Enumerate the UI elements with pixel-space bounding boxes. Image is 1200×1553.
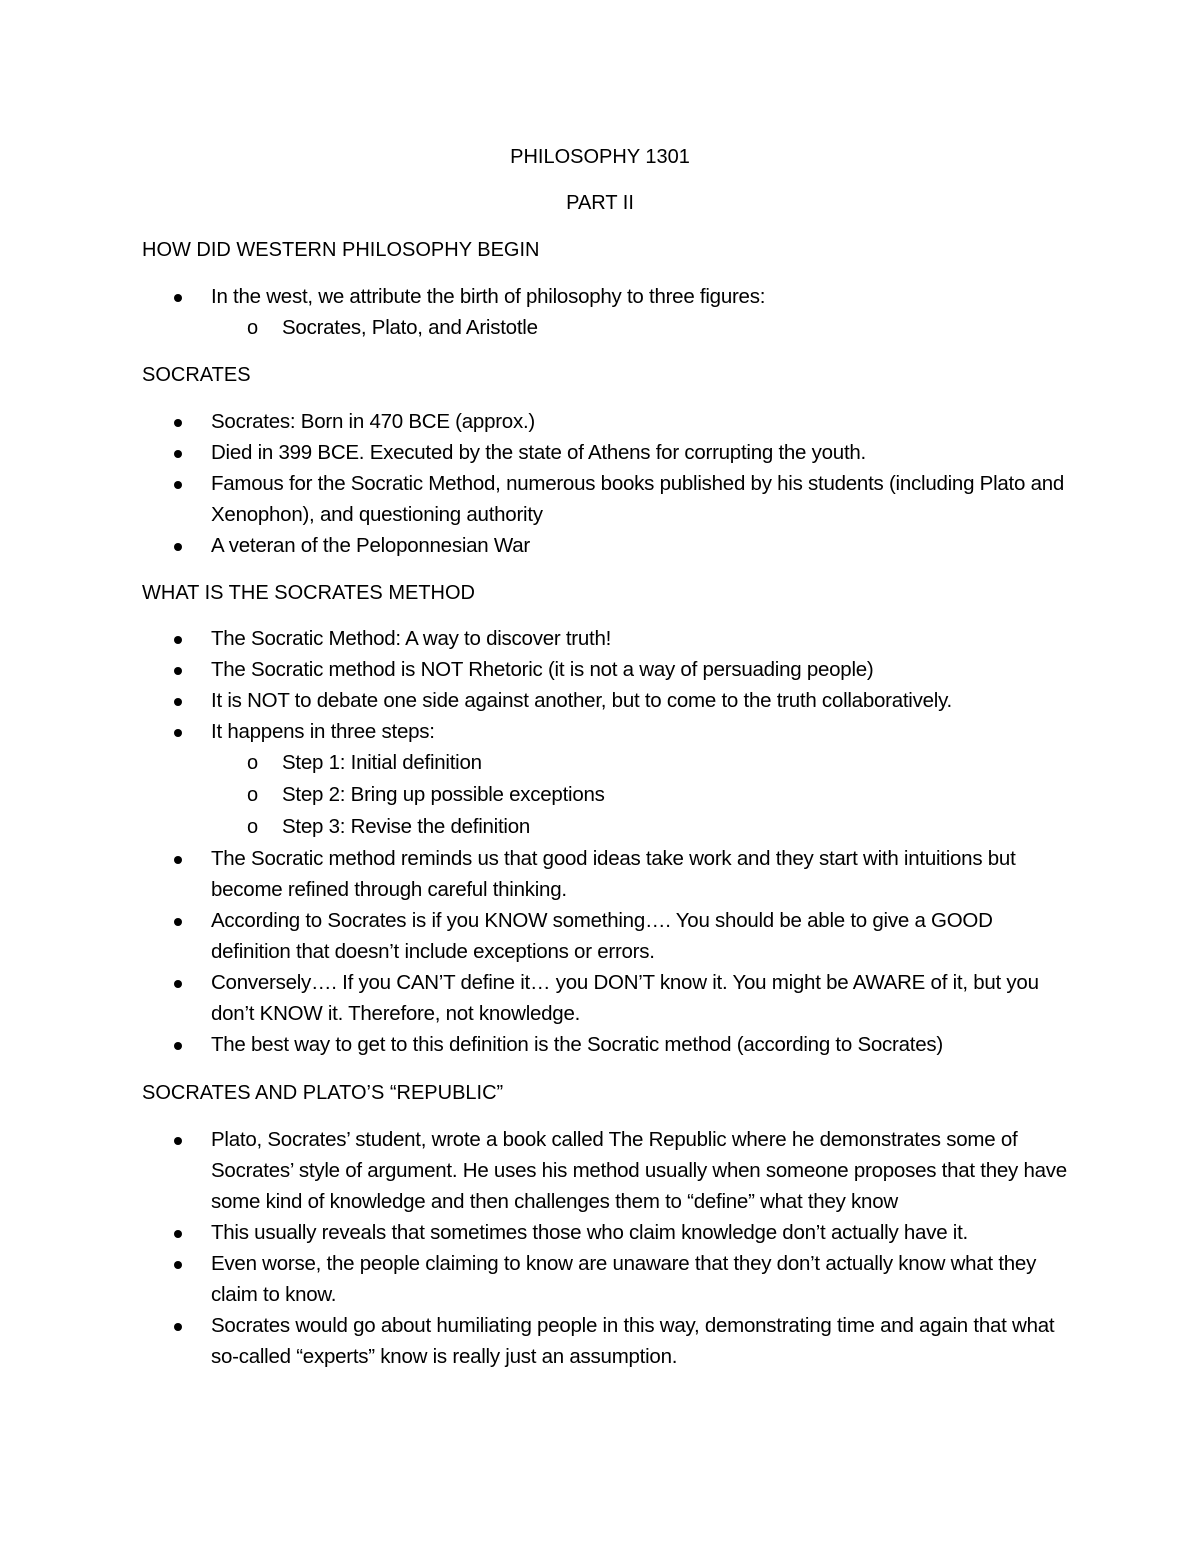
bullet-icon: [174, 1230, 182, 1238]
list-item: The Socratic method reminds us that good ideas take work and they start with intuitions but become refined through careful thinking.: [0, 843, 1071, 905]
list-item: The best way to get to this definition is the Socratic method (according to Socrates): [0, 1029, 1071, 1060]
bullet-icon: [174, 1137, 182, 1145]
list-item: It happens in three steps:: [0, 716, 1071, 747]
bullet-icon: [174, 636, 182, 644]
bullet-icon: [174, 856, 182, 864]
bullet-icon: [174, 667, 182, 675]
bullet-icon: [174, 294, 182, 302]
circle-bullet-icon: o: [247, 752, 258, 774]
sub-list-item: o Step 1: Initial definition: [0, 747, 1200, 779]
sub-list-item: o Socrates, Plato, and Aristotle: [0, 312, 1200, 344]
list-item: Famous for the Socratic Method, numerous books published by his students (including Plato and Xenophon), and questioning authority: [0, 468, 1071, 530]
bullet-icon: [174, 698, 182, 706]
bullet-icon: [174, 980, 182, 988]
list-item: In the west, we attribute the birth of philosophy to three figures:: [0, 281, 1071, 312]
bullet-icon: [174, 1261, 182, 1269]
circle-bullet-icon: o: [247, 816, 258, 838]
section-republic-list: [0, 1124, 1200, 1372]
section-socrates-list: [0, 406, 1200, 561]
bullet-icon: [174, 1042, 182, 1050]
sub-list-item: o Step 2: Bring up possible exceptions: [0, 779, 1200, 811]
list-item: Even worse, the people claiming to know are unaware that they don’t actually know what they claim to know.: [0, 1248, 1071, 1310]
circle-bullet-icon: o: [247, 784, 258, 806]
section-heading-western-philosophy: HOW DID WESTERN PHILOSOPHY BEGIN: [142, 239, 540, 261]
list-item: Died in 399 BCE. Executed by the state of Athens for corrupting the youth.: [0, 437, 1071, 468]
list-item: The Socratic Method: A way to discover truth!: [0, 623, 1071, 654]
list-item: The Socratic method is NOT Rhetoric (it is not a way of persuading people): [0, 654, 1071, 685]
list-item: Plato, Socrates’ student, wrote a book called The Republic where he demonstrates some of Socrates’ style of argument. He uses his method usually when someone proposes that they have some kind of knowledge and then challenges them to “define” what they know: [0, 1124, 1071, 1217]
list-item: This usually reveals that sometimes those who claim knowledge don’t actually have it.: [0, 1217, 1071, 1248]
list-item: It is NOT to debate one side against another, but to come to the truth collaboratively.: [0, 685, 1071, 716]
bullet-icon: [174, 729, 182, 737]
list-item: A veteran of the Peloponnesian War: [0, 530, 1071, 561]
document-subtitle: PART II: [566, 192, 634, 214]
bullet-icon: [174, 1323, 182, 1331]
section-heading-republic: SOCRATES AND PLATO’S “REPUBLIC”: [142, 1082, 504, 1104]
bullet-icon: [174, 419, 182, 427]
list-item: Socrates would go about humiliating people in this way, demonstrating time and again that what so-called “experts” know is really just an assumption.: [0, 1310, 1071, 1372]
bullet-icon: [174, 450, 182, 458]
section-heading-socratic-method: WHAT IS THE SOCRATES METHOD: [142, 582, 475, 604]
list-item: Conversely…. If you CAN’T define it… you DON’T know it. You might be AWARE of it, but you don’t KNOW it. Therefore, not knowledge.: [0, 967, 1071, 1029]
list-item: Socrates: Born in 470 BCE (approx.): [0, 406, 1071, 437]
bullet-icon: [174, 481, 182, 489]
document-title: PHILOSOPHY 1301: [510, 146, 690, 168]
circle-bullet-icon: o: [247, 317, 258, 339]
list-item: According to Socrates is if you KNOW something…. You should be able to give a GOOD definition that doesn’t include exceptions or errors.: [0, 905, 1071, 967]
bullet-icon: [174, 543, 182, 551]
sub-list-item: o Step 3: Revise the definition: [0, 811, 1200, 843]
bullet-icon: [174, 918, 182, 926]
section-socratic-method-list: [0, 623, 1200, 1060]
section-western-philosophy-list: [0, 281, 1200, 344]
section-heading-socrates: SOCRATES: [142, 364, 251, 386]
